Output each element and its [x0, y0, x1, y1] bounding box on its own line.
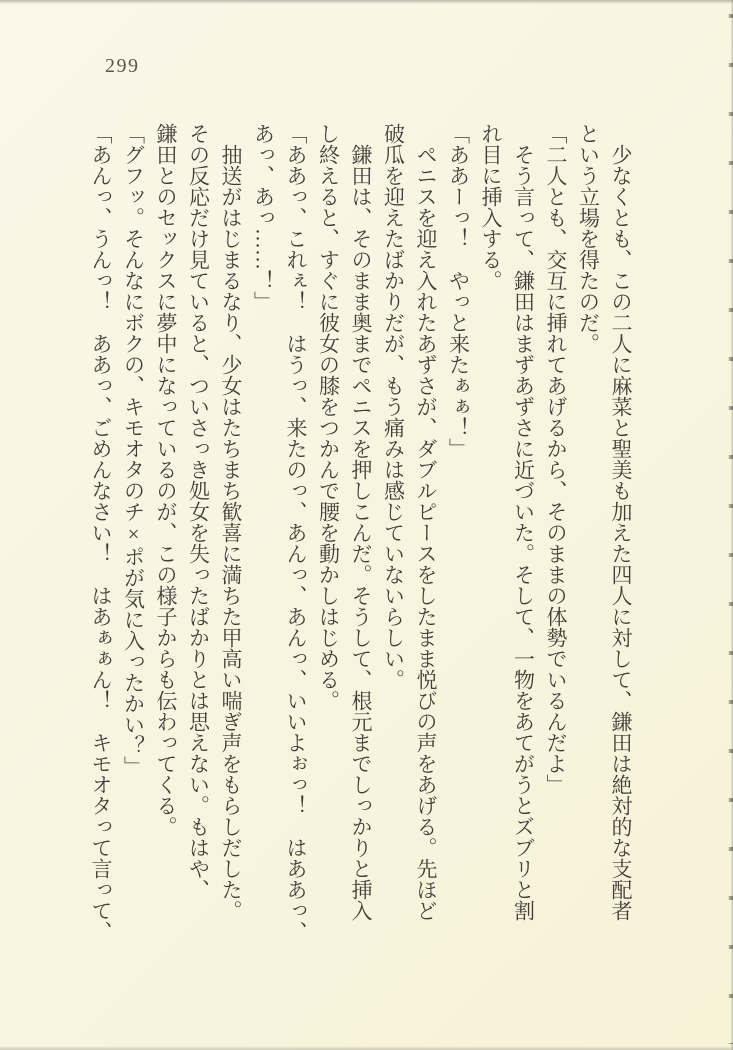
- text-line: 破瓜を迎えたばかりだが、もう痛みは感じていないらしい。: [381, 123, 406, 690]
- page-number: 299: [105, 55, 140, 77]
- text-line: あっ、あっ……！」: [251, 123, 276, 312]
- text-line: 鎌田は、そのまま奥までペニスを押しこんだ。そうして、根元までしっかりと挿入: [349, 123, 373, 921]
- text-line: 鎌田とのセックスに夢中になっているのが、この様子からも伝わってくる。: [154, 123, 178, 837]
- text-line: その反応だけ見ていると、ついさっき処女を失ったばかりとは思えない。もはや、: [186, 123, 211, 900]
- text-line: 「グフッ。そんなにボクの、キモオタのチ×ポが気に入ったかい？」: [121, 123, 146, 777]
- text-line: 抽送がはじまるなり、少女はたちまち歓喜に満ちた甲高い喘ぎ声をもらしだした。: [219, 123, 243, 921]
- text-line: 「ああっ、これぇ！ はうっ、来たのっ、あんっ、あんっ、いいよぉっ！ はああっ、: [284, 123, 308, 942]
- scan-edge-top: [0, 0, 733, 4]
- text-line: 「ああーっ！ やっと来たぁぁ！」: [446, 123, 471, 459]
- text-line: という立場を得たのだ。: [576, 123, 601, 354]
- page-edge-ticks: [728, 14, 733, 1044]
- text-line: ペニスを迎え入れたあずさが、ダブルピースをしたまま悦びの声をあげる。先ほど: [414, 123, 438, 921]
- scan-edge-bottom: [0, 1046, 733, 1050]
- text-line: 「二人とも、交互に挿れてあげるから、そのままの体勢でいるんだよ」: [544, 123, 568, 795]
- text-line: 「あんっ、うんっ！ ああっ、ごめんなさい！ はあぁぁん！ キモオタって言って、: [89, 123, 113, 942]
- text-line: し終えると、すぐに彼女の膝をつかんで腰を動かしはじめる。: [316, 123, 341, 711]
- text-line: 少なくとも、この二人に麻菜と聖美も加えた四人に対して、鎌田は絶対的な支配者: [609, 123, 633, 921]
- text-line: れ目に挿入する。: [479, 123, 503, 291]
- vertical-text-block: [85, 123, 638, 947]
- text-line: そう言って、鎌田はまずあずさに近づいた。そして、一物をあてがうとズブリと割: [511, 123, 536, 921]
